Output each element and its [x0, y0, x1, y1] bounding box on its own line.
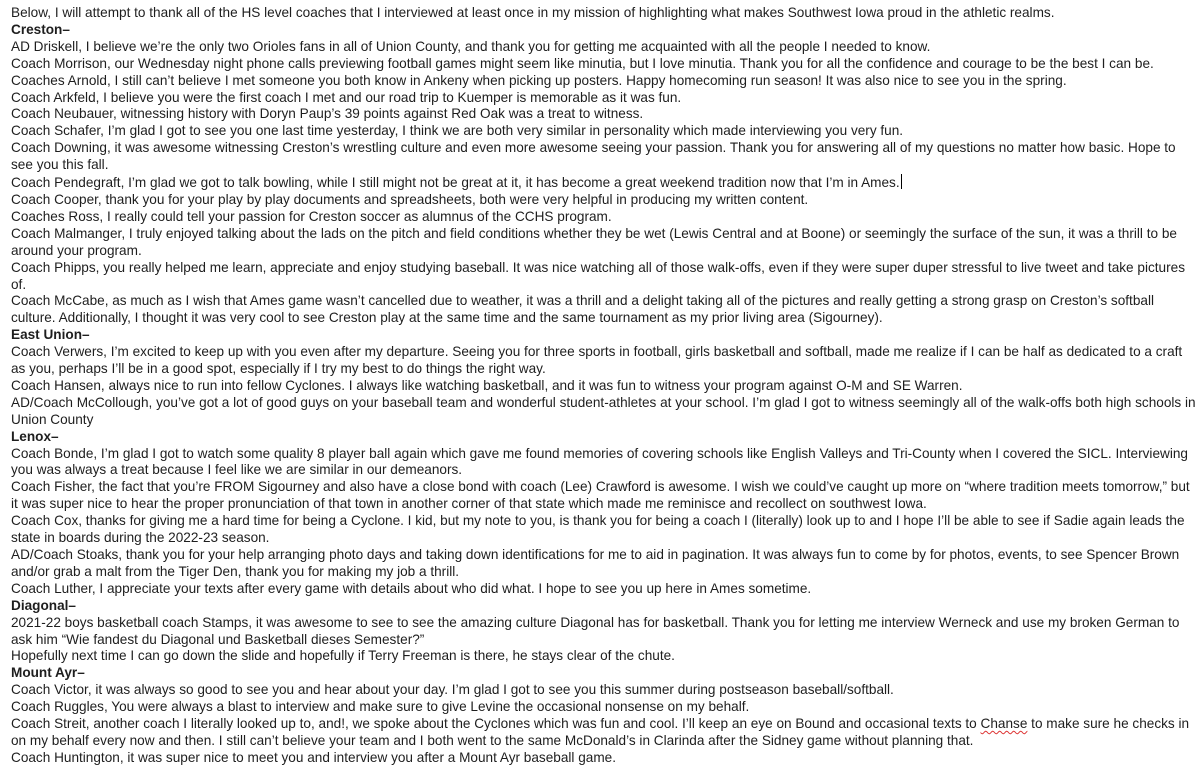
- paragraph-text: Coach Neubauer, witnessing history with Doryn Paup’s 39 points against Red Oak was a treat to witness.: [11, 106, 644, 122]
- paragraph-text: Coach Cox, thanks for giving me a hard time for being a Cyclone. I kid, but my note to you, is thank you for being a coach I (literally) look up to and I hope I’ll be able to see if Sadie again leads the state in boards during the 2022-23 season.: [11, 513, 1185, 546]
- paragraph: [11, 648, 1197, 665]
- document-body[interactable]: [11, 5, 1197, 767]
- paragraph: [11, 699, 1197, 716]
- paragraph-text: Coach Phipps, you really helped me learn, appreciate and enjoy studying baseball. It was nice watching all of those walk-offs, even if they were super duper stressful to live tweet and take pictures of.: [11, 259, 1185, 292]
- paragraph-text: Coach Morrison, our Wednesday night phone calls previewing football games might seem like minutia, but I love minutia. Thank you for all the confidence and courage to be the best I can be.: [11, 55, 1154, 71]
- paragraph: [11, 378, 1197, 395]
- paragraph: [11, 581, 1197, 598]
- paragraph: [11, 209, 1197, 226]
- misspelled-word[interactable]: Chanse: [980, 716, 1028, 732]
- paragraph: [11, 547, 1197, 581]
- paragraph-text: Coach Verwers, I’m excited to keep up with you even after my departure. Seeing you for three sports in football, girls basketball and softball, made me realize if I can be half as dedicated to a craft as you, perhaps I’ll be in a good spot, especially if I try my best to do things the right way.: [11, 344, 1183, 377]
- paragraph-text: Coach Hansen, always nice to run into fellow Cyclones. I always like watching basketball, and it was fun to witness your program against O-M and SE Warren.: [11, 377, 963, 393]
- section-heading: [11, 327, 1197, 344]
- paragraph-text: AD Driskell, I believe we’re the only two Orioles fans in all of Union County, and thank you for getting me acquainted with all the people I needed to know.: [11, 38, 931, 54]
- paragraph-text: AD/Coach McCollough, you’ve got a lot of good guys on your baseball team and wonderful student-athletes at your school. I’m glad I got to witness seemingly all of the walk-offs both high schools in Union County: [11, 394, 1196, 427]
- paragraph-text: 2021-22 boys basketball coach Stamps, it was awesome to see to see the amazing culture Diagonal has for basketball. Thank you for letting me interview Werneck and use my broken German to ask him “Wie fandest du Diagonal und Basketball dieses Semester?”: [11, 614, 1180, 647]
- paragraph-text: Creston–: [11, 21, 70, 37]
- paragraph: [11, 293, 1197, 327]
- paragraph: [11, 615, 1197, 649]
- paragraph-text: Coach Bonde, I’m glad I got to watch some quality 8 player ball again which gave me found memories of covering schools like English Valleys and Tri-County when I covered the SICL. Interviewing you was always a treat because I feel like we are similar in our demeanors.: [11, 445, 1188, 478]
- section-heading: [11, 665, 1197, 682]
- paragraph-text: Coach Ruggles, You were always a blast to interview and make sure to give Levine the occasional nonsense on my behalf.: [11, 699, 750, 715]
- paragraph-text: Coach Cooper, thank you for your play by play documents and spreadsheets, both were very helpful in producing my written content.: [11, 191, 809, 207]
- paragraph: [11, 226, 1197, 260]
- paragraph-text: Coaches Ross, I really could tell your passion for Creston soccer as alumnus of the CCHS program.: [11, 208, 612, 224]
- section-heading: [11, 22, 1197, 39]
- paragraph-text-continued: to make sure he checks in on my behalf every now and then. I still can’t believe your team and I both went to the same McDonald’s in Clarinda after the Sidney game without planning that.: [11, 716, 1190, 748]
- paragraph: [11, 5, 1197, 22]
- paragraph: [11, 174, 1197, 192]
- paragraph-text: Below, I will attempt to thank all of the HS level coaches that I interviewed at least once in my mission of highlighting what makes Southwest Iowa proud in the athletic realms.: [11, 5, 1055, 20]
- paragraph: [11, 123, 1197, 140]
- paragraph: [11, 479, 1197, 513]
- paragraph: [11, 750, 1197, 767]
- paragraph: [11, 682, 1197, 699]
- paragraph: [11, 395, 1197, 429]
- paragraph: [11, 344, 1197, 378]
- paragraph: [11, 446, 1197, 480]
- paragraph-text: Coach Luther, I appreciate your texts after every game with details about who did what. I hope to see you up here in Ames sometime.: [11, 580, 812, 596]
- paragraph: [11, 73, 1197, 90]
- paragraph-text: Diagonal–: [11, 597, 76, 613]
- paragraph: [11, 513, 1197, 547]
- paragraph-text: Coach Schafer, I’m glad I got to see you one last time yesterday, I think we are both very similar in personality which made interviewing you very fun.: [11, 123, 904, 139]
- paragraph-text: Coach Fisher, the fact that you’re FROM Sigourney and also have a close bond with coach (Lee) Crawford is awesome. I wish we could’ve caught up more on “where tradition meets tomorrow,” but it was super nice to hear the proper pronunciation of that town in another corner of that state which made me reminisce and recollect on southwest Iowa.: [11, 479, 1190, 512]
- paragraph: [11, 716, 1197, 750]
- paragraph-text: Coach Streit, another coach I literally looked up to, and!, we spoke about the Cyclones which was fun and cool. I’ll keep an eye on Bound and occasional texts to: [11, 716, 981, 732]
- paragraph-text: East Union–: [11, 327, 90, 343]
- paragraph: [11, 192, 1197, 209]
- paragraph: [11, 90, 1197, 107]
- paragraph-text: Lenox–: [11, 428, 59, 444]
- paragraph: [11, 39, 1197, 56]
- section-heading: [11, 429, 1197, 446]
- paragraph: [11, 260, 1197, 294]
- paragraph-text: Coach Pendegraft, I’m glad we got to talk bowling, while I still might not be great at it, it has become a great weekend tradition now that I’m in Ames.: [11, 175, 900, 191]
- paragraph-text: Coach McCabe, as much as I wish that Ames game wasn’t cancelled due to weather, it was a thrill and a delight taking all of the pictures and really getting a strong grasp on Creston’s softball culture. Additionally, I thought it was very cool to see Creston play at the same time and the same tournament as my prior living area (Sigourney).: [11, 293, 1154, 326]
- paragraph-text: Hopefully next time I can go down the slide and hopefully if Terry Freeman is there, he stays clear of the chute.: [11, 648, 675, 664]
- paragraph-text: Coach Downing, it was awesome witnessing Creston’s wrestling culture and even more awesome seeing your passion. Thank you for answering all of my questions no matter how basic. Hope to see you this fall.: [11, 140, 1176, 173]
- paragraph-text: Coach Victor, it was always so good to see you and hear about your day. I’m glad I got to see you this summer during postseason baseball/softball.: [11, 682, 894, 698]
- paragraph-text: Coach Arkfeld, I believe you were the first coach I met and our road trip to Kuemper is memorable as it was fun.: [11, 89, 682, 105]
- paragraph: [11, 106, 1197, 123]
- paragraph-text: Coach Malmanger, I truly enjoyed talking about the lads on the pitch and field conditions whether they be wet (Lewis Central and at Boone) or seemingly the surface of the sun, it was a thrill to be around your program.: [11, 225, 1177, 258]
- paragraph-text: Coaches Arnold, I still can’t believe I met someone you both know in Ankeny when picking up posters. Happy homecoming run season! It was also nice to see you in the spring.: [11, 72, 1067, 88]
- paragraph: [11, 56, 1197, 73]
- paragraph-text: Coach Huntington, it was super nice to meet you and interview you after a Mount Ayr baseball game.: [11, 749, 617, 765]
- paragraph-text: AD/Coach Stoaks, thank you for your help arranging photo days and taking down identifications for me to aid in pagination. It was always fun to come by for photos, events, to see Spencer Brown and/or grab a malt from the Tiger Den, thank you for making my job a thrill.: [11, 547, 1180, 579]
- paragraph-text: Mount Ayr–: [11, 665, 85, 681]
- section-heading: [11, 598, 1197, 615]
- paragraph: [11, 140, 1197, 174]
- text-cursor: [901, 174, 902, 189]
